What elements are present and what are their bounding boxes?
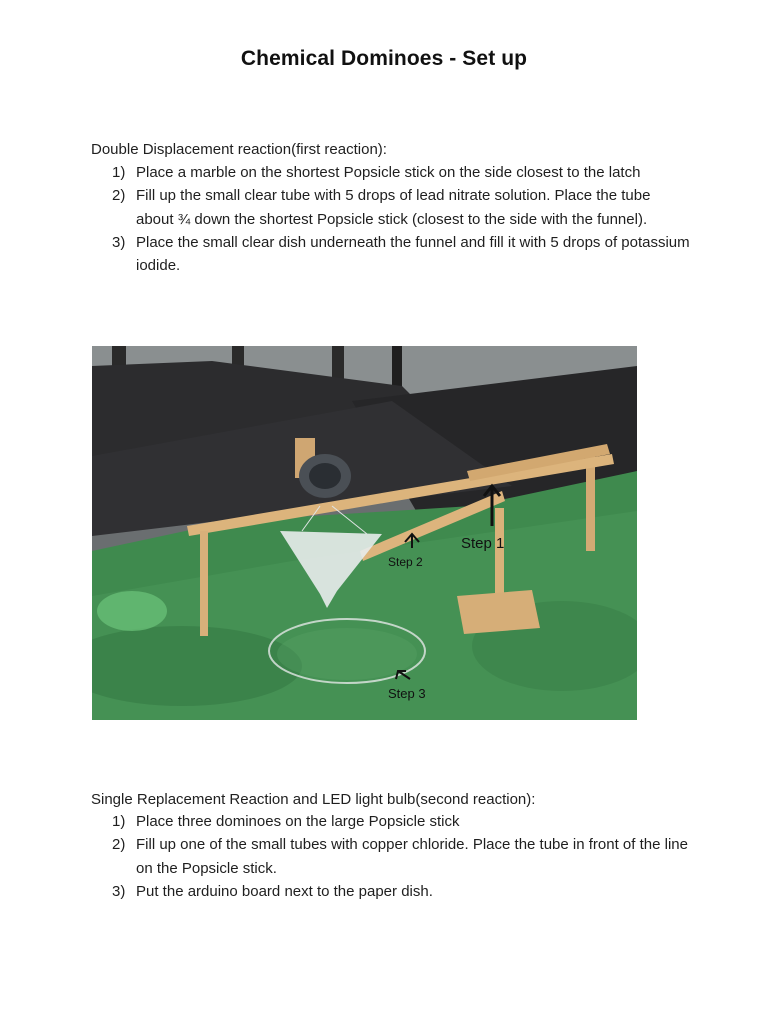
step-number: 1) xyxy=(112,164,126,181)
step-number: 1) xyxy=(112,813,126,830)
step-text: Fill up one of the small tubes with copper chloride. Place the tube in front of the line on the Popsicle stick. xyxy=(136,836,688,877)
section-heading-second-reaction: Single Replacement Reaction and LED light bulb(second reaction): xyxy=(91,791,536,808)
step-1-label: Step 1 xyxy=(461,535,505,552)
list-item xyxy=(91,184,691,231)
document-title: Chemical Dominoes - Set up xyxy=(240,47,528,70)
step-text: Place a marble on the shortest Popsicle stick on the side closest to the latch xyxy=(136,164,641,181)
step-2-label: Step 2 xyxy=(388,555,423,569)
step-text: Fill up the small clear tube with 5 drops of lead nitrate solution. Place the tube about ¾ down the shortest Popsicle stick (closest to the side with the funnel). xyxy=(136,187,651,228)
list-item xyxy=(91,880,691,903)
setup-photo-illustration xyxy=(92,346,637,720)
step-text: Put the arduino board next to the paper dish. xyxy=(136,882,433,900)
second-reaction-steps xyxy=(91,810,691,903)
setup-photo xyxy=(92,346,637,720)
step-number: 3) xyxy=(112,882,126,900)
step-number: 3) xyxy=(112,233,126,251)
step-number: 2) xyxy=(112,187,126,205)
popsicle-post-left xyxy=(200,531,208,636)
first-reaction-steps xyxy=(91,161,691,277)
step-number: 2) xyxy=(112,836,126,854)
step-text: Place three dominoes on the large Popsicle stick xyxy=(136,813,460,830)
list-item xyxy=(91,833,691,880)
petri-dish-inner xyxy=(277,628,417,680)
marble-cup-inner xyxy=(309,463,341,489)
section-heading-first-reaction: Double Displacement reaction(first reaction): xyxy=(91,141,387,158)
popsicle-post-far xyxy=(586,456,595,551)
list-item xyxy=(91,810,691,833)
list-item xyxy=(91,161,691,184)
list-item xyxy=(91,231,691,278)
board-texture xyxy=(97,591,167,631)
step-text: Place the small clear dish underneath the funnel and fill it with 5 drops of potassium iodide. xyxy=(136,233,690,275)
step-3-label: Step 3 xyxy=(388,686,426,701)
popsicle-base-right xyxy=(457,590,540,634)
